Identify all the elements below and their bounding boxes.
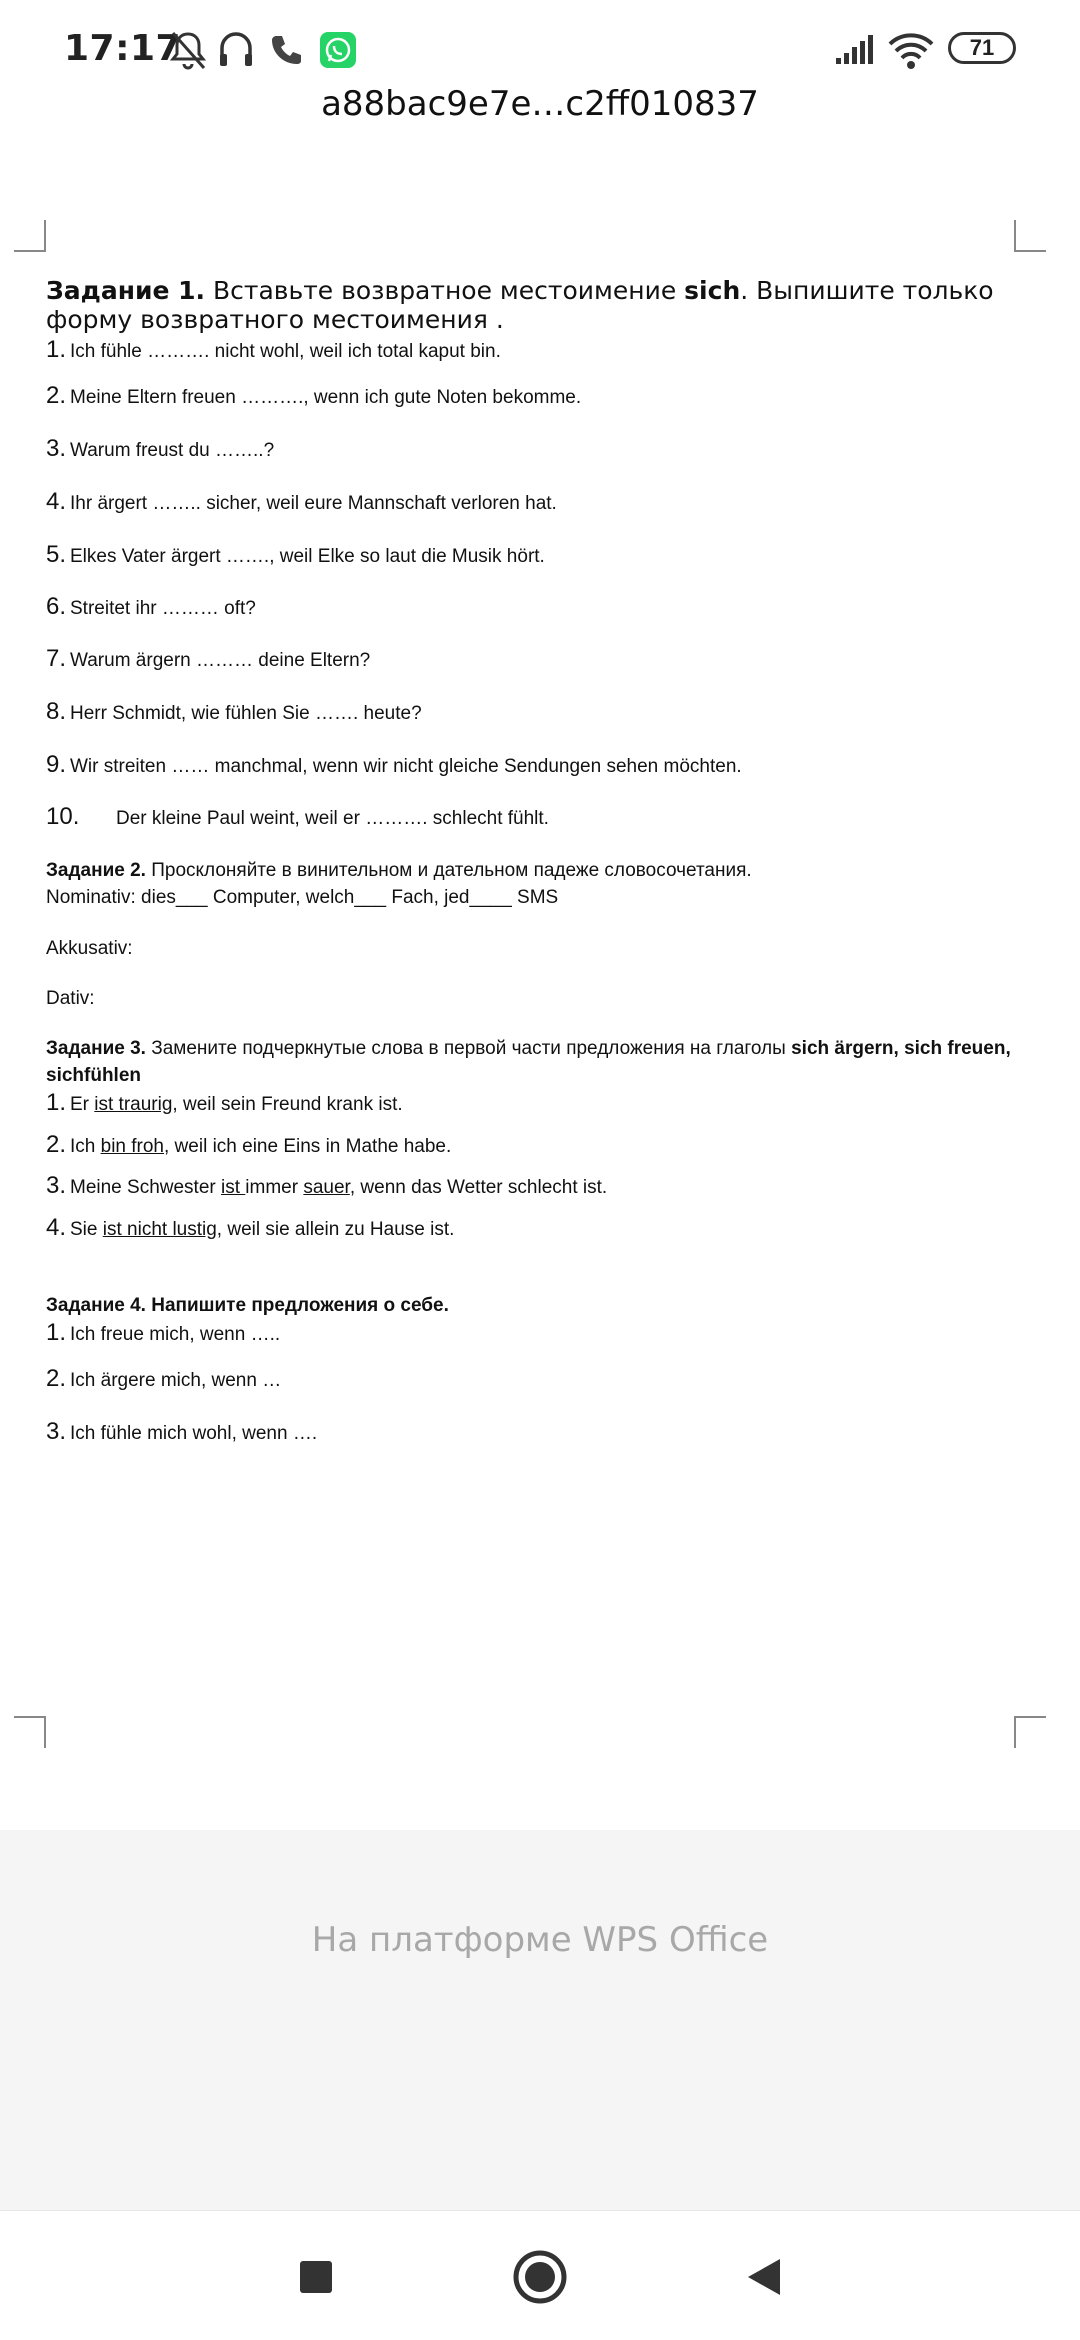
battery-indicator: 71 — [948, 32, 1016, 64]
square-icon — [298, 2259, 334, 2295]
headset-icon — [216, 28, 256, 72]
task1-heading: Задание 1. Вставьте возвратное местоимение sich. Выпишите только форму возвратного местоимения . — [46, 276, 994, 334]
document-page — [46, 276, 1036, 1464]
page-corner-mark — [14, 1716, 46, 1748]
task4-heading — [46, 1292, 1036, 1319]
akkusativ-line: Akkusativ: — [46, 938, 133, 959]
phone-icon — [266, 28, 306, 72]
page-corner-mark — [1014, 1716, 1046, 1748]
task2-label: Задание 2. — [46, 860, 146, 881]
page-corner-mark — [14, 220, 46, 252]
signal-icon — [832, 28, 876, 72]
wps-platform-text: На платформе WPS Office — [311, 1920, 769, 1960]
mute-bell-icon — [168, 28, 208, 72]
list-item: 9. Wir streiten …… manchmal, wenn wir nicht gleiche Sendungen sehen möchten. — [46, 751, 742, 778]
list-item: 3. Warum freust du ……..? — [46, 435, 275, 462]
task2-heading: Задание 2. Просклоняйте в винительном и дательном падеже словосочетания. — [46, 860, 752, 881]
list-item: 7. Warum ärgern ……… deine Eltern? — [46, 645, 371, 672]
task1-label: Задание 1. — [46, 276, 206, 305]
list-item: 2. Ich ärgere mich, wenn … — [46, 1365, 282, 1392]
status-time: 17:17 — [64, 28, 182, 69]
task3-label: Задание 3. — [46, 1038, 146, 1059]
list-item: 2. Meine Eltern freuen ………., wenn ich gute Noten bekomme. — [46, 382, 582, 409]
status-bar — [0, 0, 1080, 96]
recents-button[interactable] — [286, 2247, 346, 2307]
back-button[interactable] — [734, 2247, 794, 2307]
circle-icon — [512, 2249, 568, 2305]
navigation-bar — [0, 2210, 1080, 2340]
task4-label: Задание 4. Напишите предложения о себе. — [46, 1295, 449, 1316]
list-item: 1. Er ist traurig, weil sein Freund krank ist. — [46, 1089, 403, 1116]
list-item: 10. Der kleine Paul weint, weil er ………. schlecht fühlt. — [46, 803, 549, 830]
list-item: 2. Ich bin froh, weil ich eine Eins in Mathe habe. — [46, 1131, 452, 1158]
home-button[interactable] — [510, 2247, 570, 2307]
task3-heading: Задание 3. Замените подчеркнутые слова в первой части предложения на глаголы sich ärgern, sich freuen, sichfühlen — [46, 1038, 1011, 1086]
list-item: 8. Herr Schmidt, wie fühlen Sie ……. heute? — [46, 698, 422, 725]
wifi-icon — [886, 28, 936, 72]
document-title: a88bac9e7e…c2ff010837 — [321, 84, 759, 124]
dativ-line: Dativ: — [46, 988, 95, 1009]
list-item: 3. Meine Schwester ist immer sauer, wenn das Wetter schlecht ist. — [46, 1172, 608, 1199]
page-corner-mark — [1014, 220, 1046, 252]
wps-footer — [0, 1830, 1080, 2210]
back-triangle-icon — [744, 2255, 784, 2299]
list-item: 6. Streitet ihr ……… oft? — [46, 593, 256, 620]
list-item: 4. Ihr ärgert …….. sicher, weil eure Mannschaft verloren hat. — [46, 488, 557, 515]
list-item: 1. Ich fühle ………. nicht wohl, weil ich total kaput bin. — [46, 336, 501, 363]
nominativ-line: Nominativ: dies___ Computer, welch___ Fach, jed____ SMS — [46, 887, 559, 908]
whatsapp-icon — [318, 28, 358, 72]
list-item: 4. Sie ist nicht lustig, weil sie allein zu Hause ist. — [46, 1214, 455, 1241]
list-item: 1. Ich freue mich, wenn ….. — [46, 1319, 281, 1346]
list-item: 3. Ich fühle mich wohl, wenn …. — [46, 1418, 318, 1445]
list-item: 5. Elkes Vater ärgert ……., weil Elke so laut die Musik hört. — [46, 541, 545, 568]
